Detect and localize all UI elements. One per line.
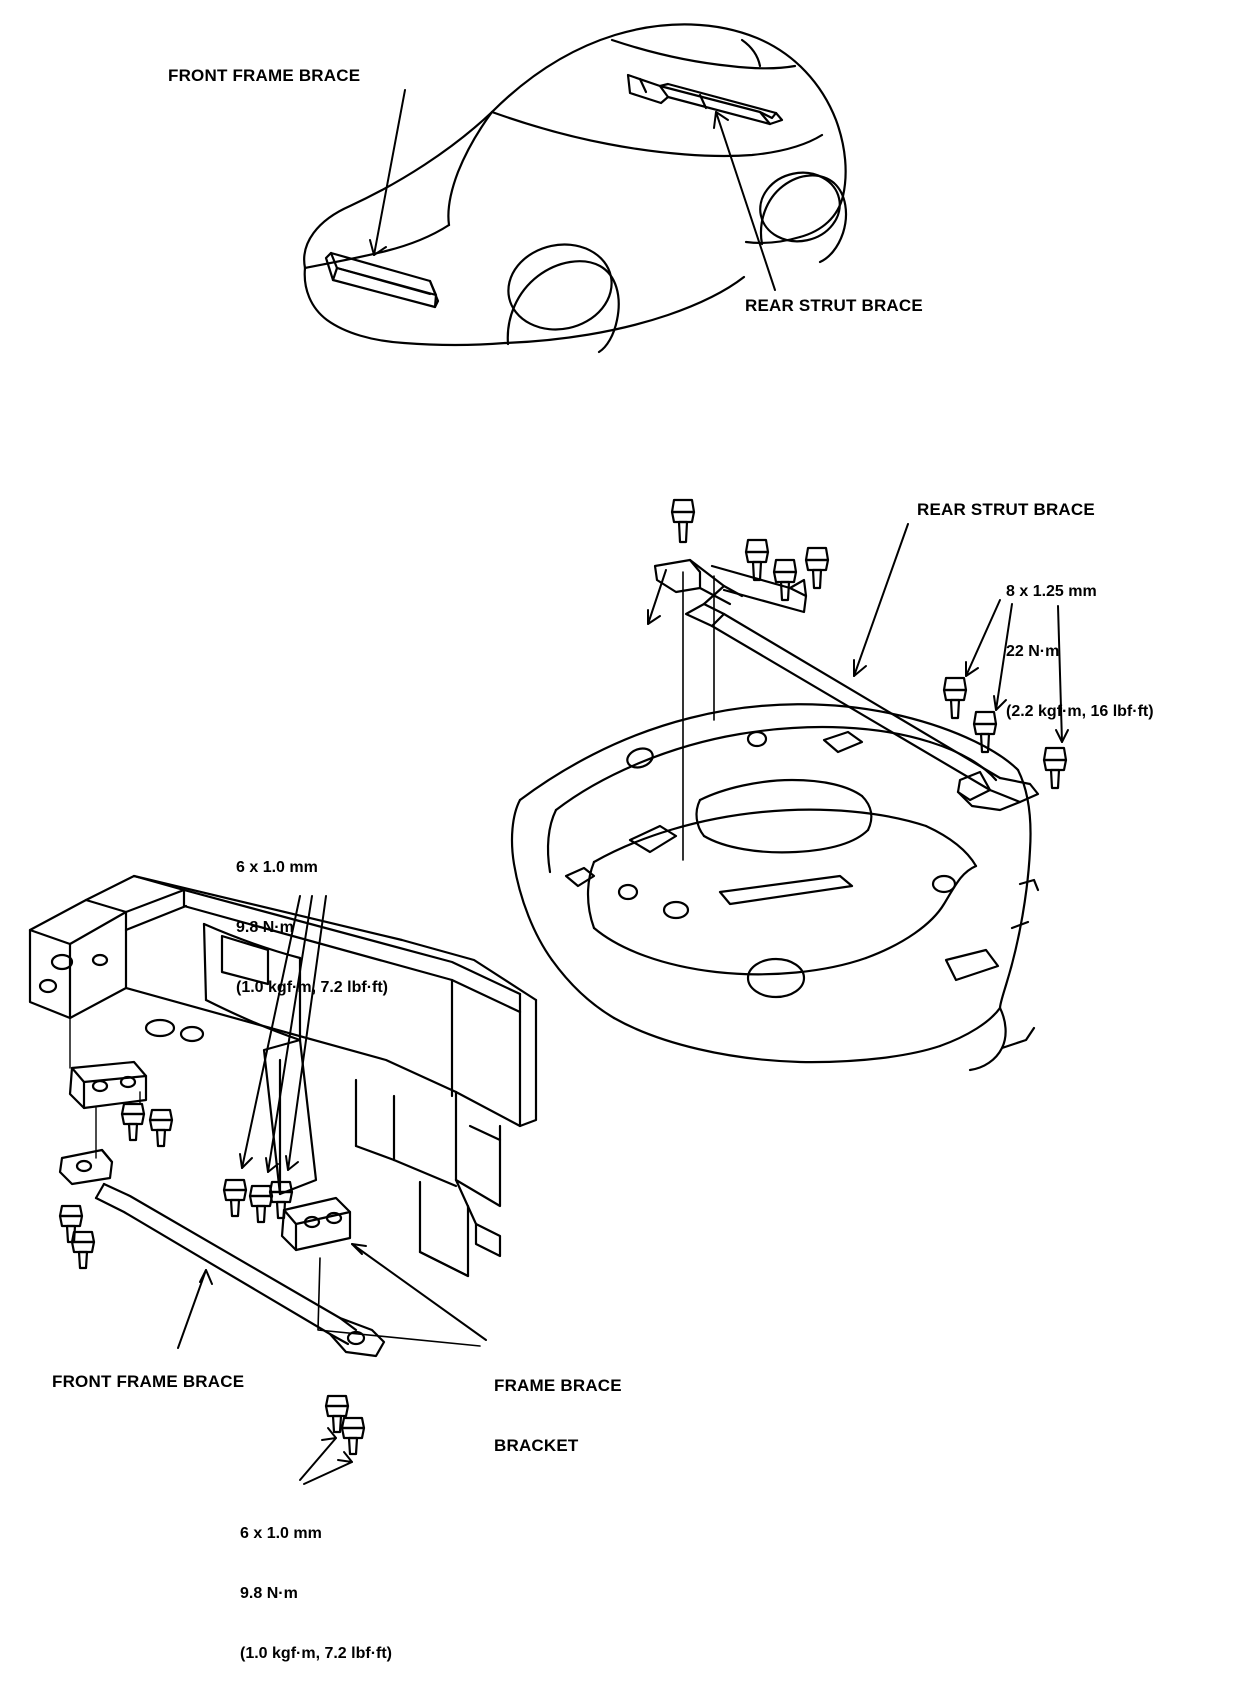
torque-spec-front-upper-nm: 9.8 N·m <box>236 919 294 936</box>
front-assembly-bolts <box>60 1104 364 1454</box>
rear-strut-brace-part <box>655 560 1038 810</box>
callout-frame-brace-bracket <box>494 1336 622 1496</box>
torque-spec-front-lower-bolt <box>240 1484 392 1704</box>
torque-spec-front-lower-size: 6 x 1.0 mm <box>240 1525 322 1542</box>
torque-spec-rear-bolt <box>1006 542 1154 762</box>
torque-spec-rear-bolt-nm: 22 N·m <box>1006 643 1060 660</box>
callout-frame-brace-bracket-line1: FRAME BRACE <box>494 1376 622 1395</box>
callout-rear-strut-brace-assembly: REAR STRUT BRACE <box>917 500 1095 519</box>
torque-spec-front-lower-alt: (1.0 kgf·m, 7.2 lbf·ft) <box>240 1645 393 1662</box>
torque-spec-front-upper-size: 6 x 1.0 mm <box>236 859 318 876</box>
callout-rear-strut-brace-top: REAR STRUT BRACE <box>745 296 923 315</box>
torque-spec-front-upper-alt: (1.0 kgf·m, 7.2 lbf·ft) <box>236 979 389 996</box>
callout-frame-brace-bracket-line2: BRACKET <box>494 1436 579 1455</box>
rear-body-panel <box>512 572 1038 1070</box>
front-frame-brace-part <box>60 1150 384 1356</box>
callout-front-frame-brace-assembly: FRONT FRAME BRACE <box>52 1372 245 1391</box>
vehicle-rear-strut-brace-part <box>628 75 782 124</box>
torque-spec-rear-bolt-alt: (2.2 kgf·m, 16 lbf·ft) <box>1006 703 1154 720</box>
torque-spec-front-lower-nm: 9.8 N·m <box>240 1585 298 1602</box>
callout-front-frame-brace-top: FRONT FRAME BRACE <box>168 66 361 85</box>
callout-leader-lines-top <box>370 90 775 290</box>
torque-spec-rear-bolt-size: 8 x 1.25 mm <box>1006 583 1097 600</box>
frame-brace-brackets <box>70 1062 350 1250</box>
rear-assembly-leaders <box>648 524 1068 742</box>
torque-spec-front-upper-bolt <box>236 818 388 1038</box>
